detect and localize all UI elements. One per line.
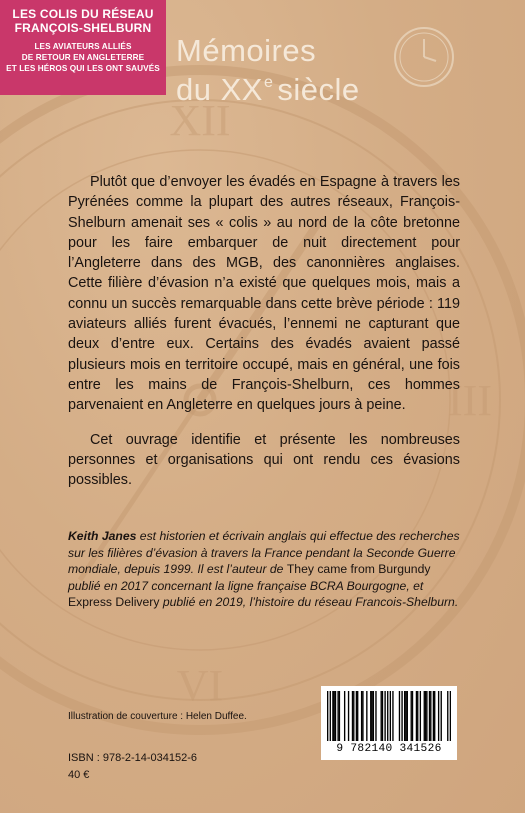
svg-text:VI: VI (176, 661, 224, 710)
barcode-bar (344, 691, 345, 741)
blurb-text (68, 172, 460, 490)
barcode-bar (425, 691, 426, 741)
barcode-bar (348, 691, 349, 741)
barcode-bar (430, 691, 431, 741)
book-subtitle (0, 41, 166, 74)
barcode-bar (434, 691, 435, 741)
barcode-bar (392, 691, 393, 741)
barcode-bar (332, 691, 333, 741)
barcode-bar (334, 691, 335, 741)
barcode-bar (429, 691, 430, 741)
barcode-bar (450, 691, 451, 741)
book-title-line-2: FRANÇOIS-SHELBURN (14, 21, 152, 35)
author-bio-text-2: publié en 2017 concernant la ligne française BCRA Bourgogne, et (68, 578, 424, 593)
barcode-bar (361, 691, 362, 741)
barcode-bar (384, 691, 385, 741)
barcode-bar (357, 691, 358, 741)
svg-text:XII: XII (169, 96, 231, 145)
barcode-bar (433, 691, 434, 741)
barcode-bar (327, 691, 328, 741)
barcode-bar (412, 691, 413, 741)
author-book-1: They came from Burgundy (286, 562, 431, 577)
barcode-bar (337, 691, 338, 741)
series-title-line-2 (176, 68, 360, 105)
isbn-text: ISBN : 978-2-14-034152-6 (68, 752, 198, 764)
barcode-bar (366, 691, 367, 741)
barcode-bar (416, 691, 417, 741)
barcode-bar (405, 691, 406, 741)
barcode-bar (438, 691, 439, 741)
barcode-bar (381, 691, 382, 741)
barcode-bar (399, 691, 400, 741)
series-suffix: siècle (277, 72, 360, 107)
cover-illustration-credit: Illustration de couverture : Helen Duffee. (68, 711, 247, 722)
book-title-line-1: LES COLIS DU RÉSEAU (12, 7, 154, 21)
barcode-digits: 9 782140 341526 (336, 743, 442, 755)
barcode-bar (407, 691, 408, 741)
barcode-bar (373, 691, 374, 741)
book-subtitle-line-1: LES AVIATEURS ALLIÉS (34, 42, 132, 51)
barcode-bar (387, 691, 388, 741)
blurb-paragraph-2: Cet ouvrage identifie et présente les nombreuses personnes et organisations qui ont rendu ces évasions possibles. (68, 431, 460, 489)
barcode-bar (370, 691, 371, 741)
barcode-bar (441, 691, 442, 741)
series-title-line-1: Mémoires (176, 33, 317, 68)
barcode-bar (424, 691, 425, 741)
barcode-bar (382, 691, 383, 741)
barcode-bar (447, 691, 448, 741)
barcode-bar (375, 691, 376, 741)
barcode-bar (339, 691, 340, 741)
barcode-bar (420, 691, 421, 741)
barcode-bar (426, 691, 427, 741)
book-subtitle-line-2: DE RETOUR EN ANGLETERRE (21, 53, 145, 62)
barcode-bar (390, 691, 391, 741)
author-name: Keith Janes (68, 529, 137, 543)
collection-tag (0, 0, 166, 95)
barcode-bar (401, 691, 402, 741)
svg-text:III: III (448, 376, 492, 425)
series-superscript: e (263, 74, 274, 91)
series-clock-icon (393, 26, 455, 88)
barcode (321, 686, 457, 760)
barcode-bar (352, 691, 353, 741)
barcode-bar (353, 691, 354, 741)
author-bio-text-1: est historien et écrivain anglais qui effectue des recherches sur les filières d’évasion à travers la France pendant la Seconde Guerre mondiale, depuis 1999. Il est l’auteur de (68, 529, 460, 577)
barcode-bars-icon (327, 691, 451, 741)
barcode-bar (411, 691, 412, 741)
barcode-bar (404, 691, 405, 741)
book-title (0, 7, 166, 35)
barcode-bar (330, 691, 331, 741)
barcode-bar (362, 691, 363, 741)
barcode-bar (356, 691, 357, 741)
barcode-bar (371, 691, 372, 741)
series-title (176, 33, 360, 107)
author-book-2: Express Delivery (68, 595, 160, 610)
book-subtitle-line-3: ET LES HÉROS QUI LES ONT SAUVÉS (6, 64, 160, 73)
price-text: 40 € (68, 769, 90, 781)
author-bio-text-3: publié en 2019, l’histoire du réseau Francois-Shelburn. (159, 595, 459, 610)
barcode-bar (417, 691, 418, 741)
author-bio (68, 528, 460, 611)
blurb-paragraph-1: Plutôt que d’envoyer les évadés en Espagne à travers les Pyrénées comme la plupart des autres réseaux, François-Shelburn amenait ses « colis » au nord de la côte bretonne pour les faire embarquer de nuit directement pour l’Angleterre dans des MGB, des canonnières anglaises. Cette filière d’évasion n’a existé que quelques mois, mais a connu un succès remarquable dans cette brève période : 119 aviateurs alliés furent évacués, l’ennemi ne capturant que deux d’entre eux. Certains des évadés avaient passé plusieurs mois en territoire occupé, mais en général, une fois entre les mains de François-Shelburn, ces hommes parvenaient en Angleterre en quelques jours à peine. (68, 174, 460, 414)
series-prefix: du XX (176, 72, 263, 107)
barcode-bar (335, 691, 336, 741)
